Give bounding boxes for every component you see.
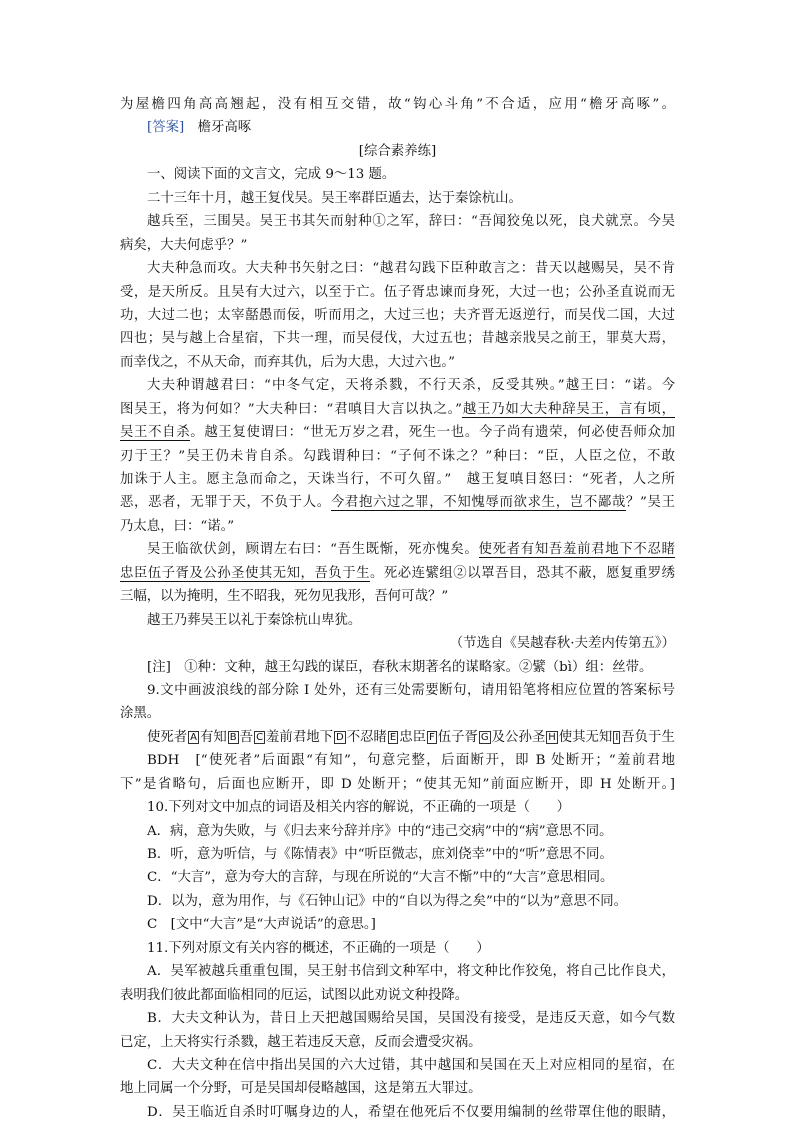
text-line: 四也；吴与越上合星宿，下共一理，而吴侵伐，大过五也；昔越亲戕吴之前王，罪莫大焉，	[120, 331, 675, 347]
text-line: 刃于王？”吴王仍未肯自杀。勾践谓种曰：“子何不诛之？”种曰：“臣，人臣之位，不敢	[120, 448, 675, 464]
option-box: A	[190, 731, 198, 743]
text-line: 表明我们彼此都面临相同的厄运，试图以此劝说文种投降。	[120, 987, 469, 1003]
document-page	[120, 93, 675, 1124]
text-line: 二十三年十月，越王复伐吴。吴王率群臣遁去，达于秦馀杭山。	[147, 190, 522, 206]
option-d: D．以为，意为用作，与《石钟山记》中的“自以为得之矣”中的“以为”意思不同。	[147, 893, 628, 909]
text-line: 乃太息，曰：“诺。”	[120, 518, 235, 534]
option-c: C．大夫文种在信中指出吴国的六大过错，其中越国和吴国在天上对应相同的星宿，在	[147, 1057, 675, 1073]
text-line: 为屋檐四角高高翘起，没有相互交错，故“钩心斗角”不合适，应用“檐牙高啄”。	[120, 97, 675, 112]
answer-line: [答案] 檐牙高啄	[147, 120, 252, 136]
text-line: 大夫种急而攻。大夫种书矢射之曰：“越君勾践下臣种敢言之：昔天以越赐吴，吴不肯	[147, 261, 675, 277]
option-b: B．听，意为听信，与《陈情表》中“听臣微志，庶刘侥幸”中的“听”意思不同。	[147, 847, 613, 862]
underlined-text: 吴王不自杀	[120, 425, 191, 441]
text-line: 涂黑。	[120, 706, 161, 722]
text-line: 已定，上天将实行杀戮，越王若违反天意，反而会遭受灾祸。	[120, 1034, 482, 1050]
text-line: 加诛于人主。愿主急而命之，天诛当行，不可久留。” 越王复嗔目怒曰：“死者，人之所	[120, 472, 675, 487]
text-line: 而幸伐之，不从天命，而弃其仇，后为大患，大过六也。”	[120, 354, 455, 370]
text-line: 大夫种谓越君曰：“中冬气定，天将杀戮，不行天杀，反受其殃。”越王曰：“诺。今	[147, 378, 675, 394]
option-box: H	[548, 731, 556, 743]
option-b: B．大夫文种认为，昔日上天把越国赐给吴国，吴国没有接受，是违反天意，如今气数	[147, 1011, 675, 1027]
option-box: I	[615, 731, 619, 743]
text-line: 下”是省略句，后面也应断开，即 D 处断开；“使其无知”前面应断开，即 H 处断开。]	[120, 776, 675, 792]
wavy-underlined-text: 使死者有知吾羞前君地下不忍睹	[478, 542, 675, 558]
text-line: 一、阅读下面的文言文，完成 9～13 题。	[147, 167, 396, 183]
option-box: B	[229, 731, 237, 743]
answer-line: BDH [“使死者”后面跟“有知”，句意完整，后面断开，即 B 处断开；“羞前君地	[147, 753, 675, 769]
text-line: 越兵至，三围吴。吴王书其矢而射种①之军，辞曰：“吾闻狡兔以死，良犬就烹。今吴	[147, 214, 675, 230]
text-line: 恶，恶者，无罪于天，不负于人。今君抱六过之罪，不知愧辱而欲求生，岂不鄙哉？”吴王	[120, 495, 675, 511]
text-line: 吴王不自杀。越王复使谓曰：“世无万岁之君，死生一也。今子尚有遗荣，何必使吾师众加	[120, 425, 676, 441]
text-line: 功，大过二也；太宰嚭愚而佞，听而用之，大过三也；夫齐晋无返逆行，而吴伐二国，大过	[120, 307, 675, 323]
underlined-text: 今君抱六过之罪，不知愧辱而欲求生，岂不鄙哉	[330, 495, 626, 511]
option-box: D	[336, 731, 344, 743]
section-heading: [综合素养练]	[358, 143, 437, 159]
segmentation-line: 使死者 A 有知 B 吾 C 羞前君地下 D 不忍睹 E 忠臣 F 伍子胥 G 及公孙圣 H 使其无知 I 吾负于生	[147, 729, 675, 745]
option-a: A．病，意为失败，与《归去来兮辞并序》中的“违己交病”中的“病”意思不同。	[147, 823, 613, 839]
text-line: 地上同属一个分野，可是吴国却侵略越国，这是第五大罪过。	[120, 1081, 482, 1097]
text-line: 三幅，以为掩明，生不昭我，死勿见我形，吾何可哉？”	[120, 589, 449, 605]
footnote: [注] ①种：文种，越王勾践的谋臣，春秋末期著名的谋略家。②繴（bì）组：丝带。	[147, 659, 653, 675]
option-box: E	[389, 731, 397, 743]
option-box: G	[480, 731, 489, 743]
underlined-text: 越王乃如大夫种辞吴王，言有顷，	[462, 401, 675, 417]
text-line: 病矣，大夫何虑乎？”	[120, 237, 248, 253]
question-10: 10.下列对文中加点的词语及相关内容的解说，不正确的一项是（ ）	[147, 800, 571, 816]
text-line: 受，是天所反。且吴有大过六，以至于亡。伍子胥忠谏而身死，大过一也；公孙圣直说而无	[120, 284, 675, 300]
answer-line: C [文中“大言”是“大声说话”的意思。]	[147, 917, 376, 933]
text-line: 忠臣伍子胥及公孙圣使其无知，吾负于生。死必连繴组②以罩吾目，恐其不蔽，愿复重罗绣	[120, 565, 676, 581]
option-box: C	[256, 731, 264, 743]
source-citation: （节选自《吴越春秋·夫差内传第五》）	[449, 636, 675, 652]
text-line: 吴王临欲伏剑，顾谓左右曰：“吾生既惭，死亦愧矣。使死者有知吾羞前君地下不忍睹	[147, 542, 675, 558]
answer-tag: [答案]	[147, 120, 185, 136]
text-line: 越王乃葬吴王以礼于秦馀杭山卑犹。	[147, 612, 362, 628]
option-box: F	[428, 731, 435, 743]
text-line: 图吴王，将为何如？”大夫种曰：“君嗔目大言以执之。”越王乃如大夫种辞吴王，言有顷，	[120, 401, 675, 417]
question-9: 9.文中画波浪线的部分除 I 处外，还有三处需要断句，请用铅笔将相应位置的答案标号	[147, 682, 675, 698]
wavy-underlined-text: 忠臣伍子胥及公孙圣使其无知，吾负于生	[120, 565, 370, 581]
option-a: A．吴军被越兵重重包围，吴王射书信到文种军中，将文种比作狡兔，将自己比作良犬，	[147, 964, 675, 980]
option-c: C．“大言”，意为夸大的言辞，与现在所说的“大言不惭”中的“大言”意思相同。	[147, 870, 614, 886]
question-11: 11.下列对原文有关内容的概述，不正确的一项是（ ）	[147, 940, 490, 956]
option-d: D．吴王临近自杀时叮嘱身边的人，希望在他死后不仅要用编制的丝带罩住他的眼睛，	[147, 1104, 675, 1120]
